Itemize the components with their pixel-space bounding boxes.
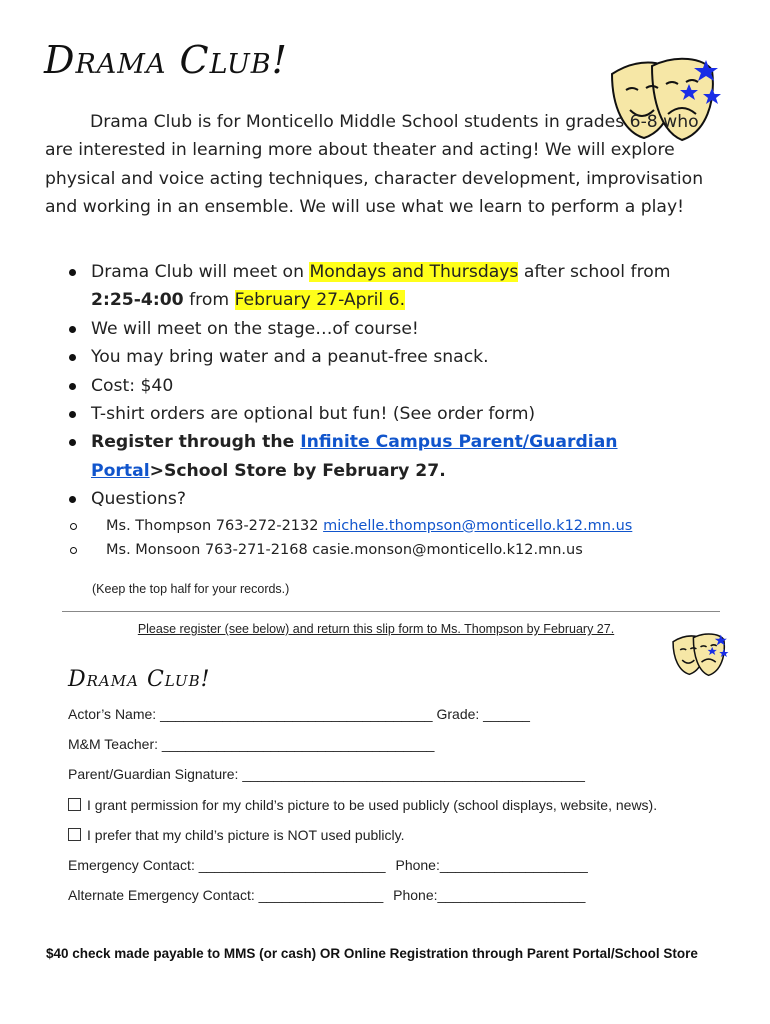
contact-phone: 763-271-2168 <box>204 541 308 558</box>
deny-checkbox[interactable] <box>68 828 81 841</box>
contact-name: Ms. Monsoon <box>106 541 201 558</box>
meet-dates-highlight: February 27-April 6. <box>234 290 406 311</box>
parent-portal-link[interactable]: Infinite Campus Parent/Guardian Portal <box>91 432 618 481</box>
alt-contact-field[interactable]: Alternate Emergency Contact: ________________ <box>68 887 384 903</box>
meet-time: 2:25-4:00 <box>91 290 184 311</box>
info-list <box>66 258 706 562</box>
emergency-phone-field[interactable]: Phone:___________________ <box>395 857 588 873</box>
email-link[interactable]: michelle.thompson@monticello.k12.mn.us <box>323 517 633 534</box>
meet-after: after school from <box>518 262 671 282</box>
grade-field[interactable]: Grade: ______ <box>436 706 530 722</box>
alt-emergency-row <box>68 887 585 903</box>
actor-name-field[interactable]: Actor’s Name: ___________________________________ <box>68 706 433 722</box>
meet-prefix: Drama Club will meet on <box>91 262 310 282</box>
teacher-field[interactable]: M&M Teacher: ___________________________________ <box>68 736 435 752</box>
deny-row <box>68 827 404 843</box>
contact-email: casie.monson@monticello.k12.mn.us <box>312 541 583 558</box>
deny-label: I prefer that my child’s picture is NOT used publicly. <box>87 827 405 843</box>
contact-thompson <box>66 514 706 538</box>
list-item-meeting <box>66 258 706 315</box>
list-item-cost: Cost: $40 <box>66 372 706 400</box>
list-item-questions: Questions? <box>66 485 706 513</box>
alt-phone-field[interactable]: Phone:___________________ <box>393 887 586 903</box>
theater-masks-small-icon <box>670 630 732 680</box>
permission-row <box>68 797 657 813</box>
contact-monson <box>66 538 706 562</box>
list-item-register <box>66 428 706 485</box>
keep-note: (Keep the top half for your records.) <box>92 582 290 596</box>
register-prefix: Register through the <box>91 432 301 453</box>
permit-label: I grant permission for my child’s picture to be used publicly (school displays, website, news). <box>87 797 658 813</box>
slip-note: Please register (see below) and return this slip form to Ms. Thompson by February 27. <box>137 622 615 636</box>
contact-phone: 763-272-2132 <box>215 517 319 534</box>
form-title: Drama Club! <box>68 667 211 692</box>
emergency-row <box>68 857 588 873</box>
divider <box>62 611 720 612</box>
intro-paragraph <box>45 108 725 222</box>
list-item-stage: We will meet on the stage…of course! <box>66 315 706 343</box>
permit-checkbox[interactable] <box>68 798 81 811</box>
meet-days-highlight: Mondays and Thursdays <box>309 262 519 282</box>
contact-name: Ms. Thompson <box>106 517 212 534</box>
register-suffix: >School Store by February 27. <box>149 460 446 481</box>
payment-note: $40 check made payable to MMS (or cash) OR Online Registration through Parent Portal/School Store <box>46 946 698 961</box>
list-item-tshirt: T-shirt orders are optional but fun! (See order form) <box>66 400 706 428</box>
meet-from: from <box>183 290 235 311</box>
emergency-contact-field[interactable]: Emergency Contact: ________________________ <box>68 857 386 873</box>
signature-field[interactable]: Parent/Guardian Signature: ____________________________________________ <box>68 766 585 782</box>
page-title: Drama Club! <box>44 38 288 82</box>
intro-text: Drama Club is for Monticello Middle School students in grades 6-8 who are interested in learning more about theater and acting! We will explore physical and voice acting techniques, character development, improvisation and working in an ensemble. We will use what we learn to perform a play! <box>45 112 704 218</box>
actor-row <box>68 706 530 722</box>
list-item-snack: You may bring water and a peanut-free snack. <box>66 343 706 371</box>
